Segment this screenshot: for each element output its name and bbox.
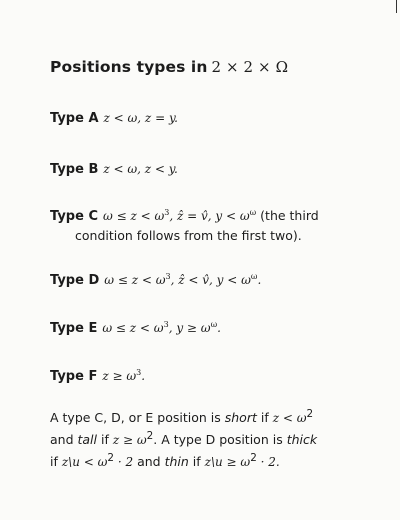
heading-text: Positions types in — [50, 58, 208, 76]
rule-formula: z < ω, z = y. — [103, 111, 178, 125]
section-heading — [50, 58, 288, 76]
rule-formula: $\omega \le z < \omega^3$, $y \ge \omega^\omega$. — [102, 320, 221, 335]
rule-label: Type E — [50, 321, 98, 336]
rule-formula: $\omega \le z < \omega^3$, ẑ < v̂, $y < \omega^\omega$. — [104, 272, 262, 287]
definition-paragraph: A type C, D, or E position is short if $z < \omega^2$ and tall if $z \ge \omega^2$. A type D position is thick if z\u < $\omega^2 \cdot 2$ and thin if z\u ≥ $\omega^2 \cdot 2$. — [50, 408, 318, 470]
rule-note: (the third — [260, 208, 319, 223]
rule-type-d — [50, 267, 350, 290]
rule-label: Type F — [50, 369, 98, 384]
rule-type-b — [50, 159, 350, 179]
rule-type-c — [50, 203, 350, 245]
rule-label: Type C — [50, 209, 98, 224]
rule-type-a — [50, 108, 350, 128]
rule-formula: z < ω, z < y. — [103, 162, 178, 176]
rule-formula: $\omega \le z < \omega^3$, ẑ = v̂, $y < \omega^\omega$ — [103, 208, 257, 223]
heading-math: 2 × 2 × Ω — [211, 58, 289, 76]
rule-label: Type B — [50, 162, 99, 177]
rule-type-e — [50, 315, 350, 338]
rule-note-continuation: condition follows from the first two). — [75, 228, 302, 243]
rule-formula: $z \ge \omega^3$. — [102, 368, 146, 383]
rule-type-f — [50, 363, 350, 386]
rule-label: Type A — [50, 111, 99, 126]
rule-label: Type D — [50, 273, 100, 288]
